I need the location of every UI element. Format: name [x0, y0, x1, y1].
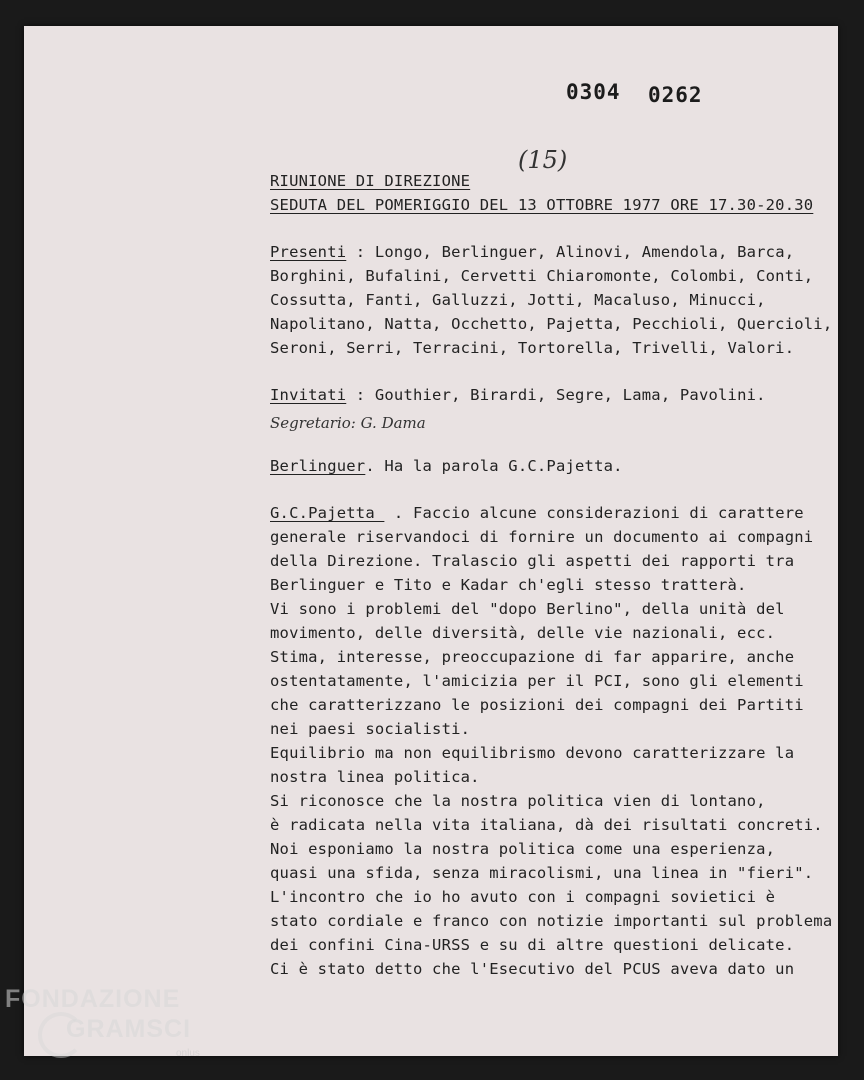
- pajetta-line-9: che caratterizzano le posizioni dei compagni dei Partiti: [270, 696, 804, 714]
- pajetta-line-16: quasi una sfida, senza miracolismi, una linea in "fieri".: [270, 864, 814, 882]
- presenti-line-3: Cossutta, Fanti, Galluzzi, Jotti, Macaluso, Minucci,: [270, 291, 766, 309]
- pajetta-line-7: Stima, interesse, preoccupazione di far apparire, anche: [270, 648, 795, 666]
- pajetta-line-6: movimento, delle diversità, delle vie nazionali, ecc.: [270, 624, 776, 642]
- invitati-line: Invitati : Gouthier, Birardi, Segre, Lama, Pavolini.: [270, 386, 766, 404]
- pajetta-line-3: della Direzione. Tralascio gli aspetti dei rapporti tra: [270, 552, 795, 570]
- pajetta-line-10: nei paesi socialisti.: [270, 720, 471, 738]
- handwritten-page-number: (15): [518, 146, 568, 174]
- pajetta-label: G.C.Pajetta: [270, 504, 385, 522]
- presenti-line-5: Seroni, Serri, Terracini, Tortorella, Trivelli, Valori.: [270, 339, 795, 357]
- pajetta-line-12: nostra linea politica.: [270, 768, 480, 786]
- pajetta-line-18: stato cordiale e franco con notizie importanti sul problema: [270, 912, 833, 930]
- berlinguer-label: Berlinguer: [270, 457, 366, 475]
- pajetta-line-1: G.C.Pajetta . Faccio alcune considerazioni di carattere: [270, 504, 804, 522]
- pajetta-line-5: Vi sono i problemi del "dopo Berlino", della unità del: [270, 600, 785, 618]
- watermark-onlus: onlus: [176, 1048, 200, 1059]
- presenti-line-2: Borghini, Bufalini, Cervetti Chiaromonte, Colombi, Conti,: [270, 267, 814, 285]
- watermark-fondazione: FONDAZIONE: [5, 985, 181, 1013]
- pajetta-line-20: Ci è stato detto che l'Esecutivo del PCUS aveva dato un: [270, 960, 795, 978]
- segretario-handwritten: Segretario: G. Dama: [270, 414, 426, 432]
- pajetta-line-2: generale riservandoci di fornire un documento ai compagni: [270, 528, 814, 546]
- pajetta-line-4: Berlinguer e Tito e Kadar ch'egli stesso tratterà.: [270, 576, 747, 594]
- pajetta-line-8: ostentatamente, l'amicizia per il PCI, sono gli elementi: [270, 672, 804, 690]
- archive-number-left: 0304: [566, 80, 621, 104]
- presenti-line-4: Napolitano, Natta, Occhetto, Pajetta, Pecchioli, Quercioli,: [270, 315, 833, 333]
- archive-number-right: 0262: [648, 83, 703, 107]
- header-session: SEDUTA DEL POMERIGGIO DEL 13 OTTOBRE 1977 ORE 17.30-20.30: [270, 196, 814, 214]
- berlinguer-line: Berlinguer. Ha la parola G.C.Pajetta.: [270, 457, 623, 475]
- pajetta-line-15: Noi esponiamo la nostra politica come una esperienza,: [270, 840, 776, 858]
- pajetta-line-19: dei confini Cina-URSS e su di altre questioni delicate.: [270, 936, 795, 954]
- presenti-line-1: Presenti : Longo, Berlinguer, Alinovi, Amendola, Barca,: [270, 243, 795, 261]
- pajetta-line-13: Si riconosce che la nostra politica vien di lontano,: [270, 792, 766, 810]
- pajetta-line-17: L'incontro che io ho avuto con i compagni sovietici è: [270, 888, 776, 906]
- pajetta-line-11: Equilibrio ma non equilibrismo devono caratterizzare la: [270, 744, 795, 762]
- watermark-gramsci: GRAMSCI: [66, 1015, 192, 1043]
- invitati-label: Invitati: [270, 386, 347, 404]
- pajetta-line-14: è radicata nella vita italiana, dà dei risultati concreti.: [270, 816, 823, 834]
- header-title: RIUNIONE DI DIREZIONE: [270, 172, 471, 190]
- presenti-label: Presenti: [270, 243, 347, 261]
